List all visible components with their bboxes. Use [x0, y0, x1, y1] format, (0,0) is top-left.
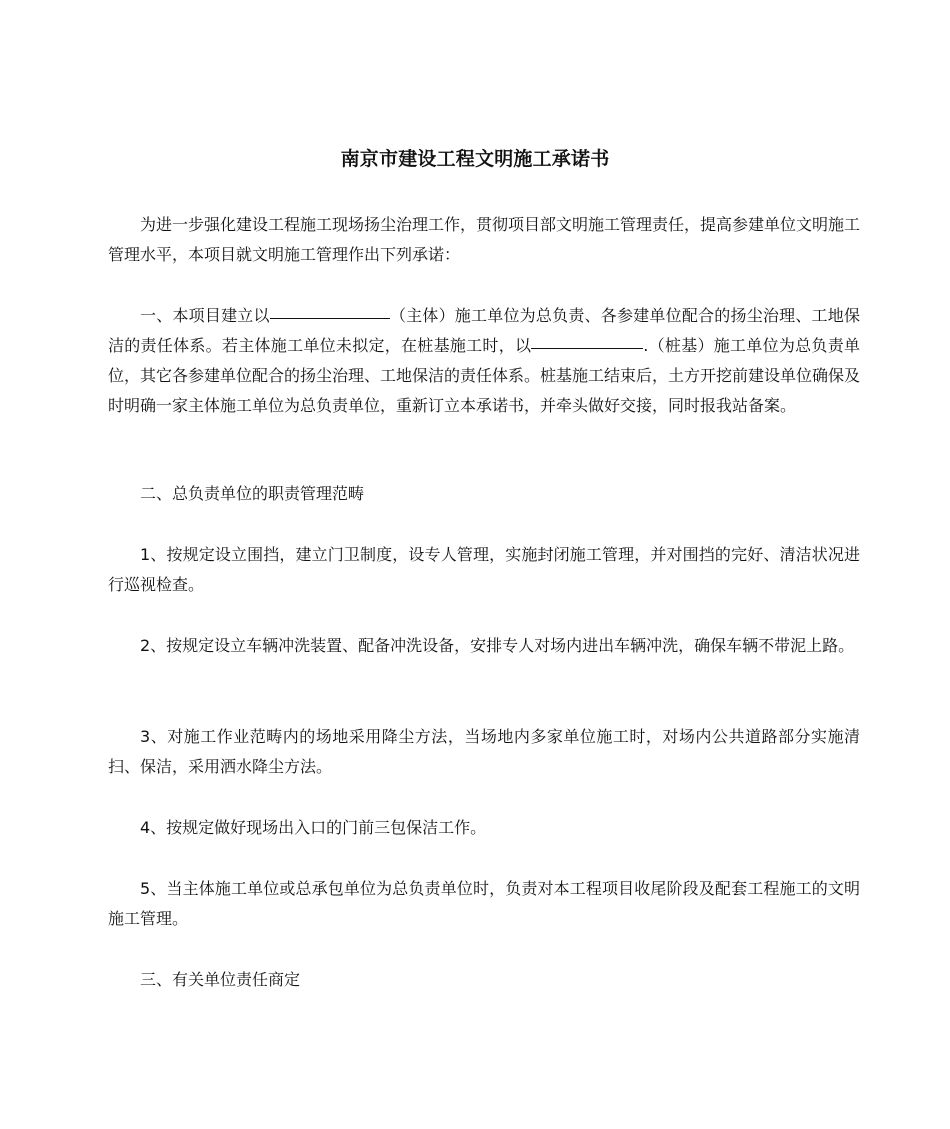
section-1-text-end: .（桩基）施工单位为总负责单位，其它各参建单位配合的扬尘治理、工地保洁的责任体系。桩基施工结束后，土方开挖前建设单位确保及时明确一家主体施工单位为总负责单位，重新订立本承诺书，并牵头做好交接，同时报我站备案。: [108, 336, 861, 415]
document-title: 南京市建设工程文明施工承诺书: [340, 148, 610, 170]
section-3-heading: 三、有关单位责任商定: [140, 970, 301, 989]
pile-contractor-blank-field: [531, 347, 643, 349]
main-contractor-blank-field: [270, 317, 390, 319]
list-item-2: 2、按规定设立车辆冲洗装置、配备冲洗设备，安排专人对场内进出车辆冲洗，确保车辆不带泥上路。: [140, 636, 855, 655]
section-1-text-middle: （主体）施工单位为总负责、各参建单位配合的扬尘治理、工地保洁的责任体系。若主体施工单位未拟定，在桩基施工时，以: [108, 306, 860, 355]
intro-paragraph: 为进一步强化建设工程施工现场扬尘治理工作，贯彻项目部文明施工管理责任，提高参建单位文明施工管理水平，本项目就文明施工管理作出下列承诺：: [108, 215, 861, 264]
list-item-5: 5、当主体施工单位或总承包单位为总负责单位时，负责对本工程项目收尾阶段及配套工程施工的文明施工管理。: [108, 879, 860, 928]
section-2-heading: 二、总负责单位的职责管理范畴: [140, 484, 365, 503]
list-item-3: 3、对施工作业范畴内的场地采用降尘方法，当场地内多家单位施工时，对场内公共道路部分实施清扫、保洁，采用洒水降尘方法。: [108, 727, 860, 776]
list-item-4: 4、按规定做好现场出入口的门前三包保洁工作。: [140, 818, 487, 837]
list-item-1: 1、按规定设立围挡，建立门卫制度，设专人管理，实施封闭施工管理，并对围挡的完好、清洁状况进行巡视检查。: [108, 545, 860, 594]
section-1-text-start: 一、本项目建立以: [140, 306, 270, 325]
section-1-paragraph: [108, 301, 860, 421]
